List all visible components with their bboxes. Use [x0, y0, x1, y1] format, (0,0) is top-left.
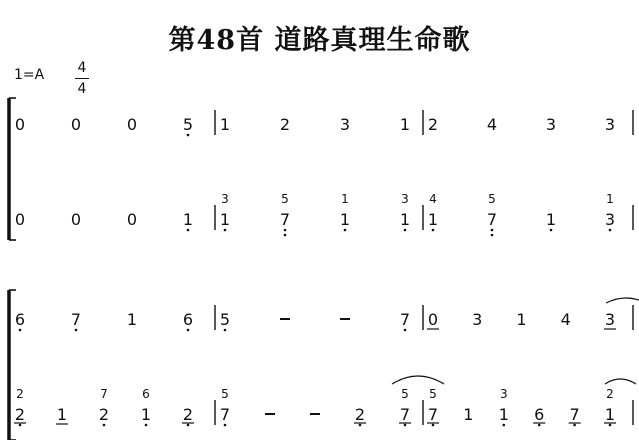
note: 1	[498, 405, 509, 424]
note: 7	[399, 310, 411, 329]
octave-dot-below	[503, 424, 506, 427]
note: 1	[545, 210, 557, 229]
chord-note: 5	[488, 192, 496, 206]
octave-dot-below	[359, 424, 362, 427]
octave-dot-below	[344, 229, 347, 232]
note: 0	[126, 115, 138, 134]
note: 1	[399, 115, 411, 134]
song-title: 第48首 道路真理生命歌	[168, 25, 471, 56]
note: 6	[14, 310, 26, 329]
note: 7	[399, 405, 411, 424]
note: 6	[534, 405, 545, 424]
octave-dot-below	[103, 424, 106, 427]
octave-dot-below	[404, 229, 407, 232]
note: 4	[486, 115, 498, 134]
note: 0	[427, 310, 439, 329]
note: 0	[126, 210, 138, 229]
octave-dot-below	[187, 424, 190, 427]
note: 1	[140, 405, 152, 424]
note: 0	[70, 115, 82, 134]
key-signature: 1=A	[14, 67, 45, 83]
octave-dot-below	[224, 424, 227, 427]
octave-dot-below	[19, 329, 22, 332]
chord-note: 6	[142, 387, 150, 401]
note: 1	[516, 310, 527, 329]
chord-note: 3	[221, 192, 229, 206]
note: 1	[339, 210, 351, 229]
note: 0	[70, 210, 82, 229]
octave-dot-below	[432, 424, 435, 427]
chord-note: 2	[16, 387, 24, 401]
note: 2	[14, 405, 26, 424]
octave-dot-below	[187, 229, 190, 232]
chord-note: 1	[341, 192, 349, 206]
octave-dot-below	[432, 229, 435, 232]
note: 2	[182, 405, 194, 424]
note: 2	[354, 405, 366, 424]
note: 1	[56, 405, 68, 424]
octave-dot-below	[224, 229, 227, 232]
note: 3	[339, 115, 351, 134]
note: 1	[182, 210, 194, 229]
note: 1	[219, 210, 231, 229]
note: 7	[70, 310, 82, 329]
note: 6	[182, 310, 194, 329]
chord-note: 2	[606, 387, 614, 401]
note: 3	[472, 310, 483, 329]
note: 7	[427, 405, 439, 424]
chord-note: 3	[499, 387, 508, 401]
note: 2	[427, 115, 439, 134]
octave-dot-below	[404, 424, 407, 427]
octave-dot-below	[284, 234, 287, 237]
note: 3	[604, 115, 616, 134]
octave-dot-below	[491, 234, 494, 237]
note: 0	[14, 115, 26, 134]
note: 2	[98, 405, 110, 424]
chord-note: 1	[606, 192, 614, 206]
note: 7	[279, 210, 291, 229]
chord-note: 5	[429, 387, 437, 401]
octave-dot-below	[609, 229, 612, 232]
note: 1	[399, 210, 411, 229]
note: 3	[545, 115, 557, 134]
octave-dot-below	[145, 424, 148, 427]
note: 0	[14, 210, 26, 229]
note: 7	[486, 210, 498, 229]
note: 7	[569, 405, 580, 424]
note: 4	[560, 310, 571, 329]
octave-dot-below	[224, 329, 227, 332]
octave-dot-below	[550, 229, 553, 232]
octave-dot-below	[75, 329, 78, 332]
octave-dot-below	[491, 229, 494, 232]
time-signature-numerator: 4	[77, 60, 87, 76]
note: 5	[182, 115, 194, 134]
note: 1	[604, 405, 616, 424]
chord-note: 5	[281, 192, 289, 206]
note: 1	[219, 115, 231, 134]
tie-arc	[606, 298, 639, 303]
octave-dot-below	[19, 424, 22, 427]
octave-dot-below	[609, 424, 612, 427]
chord-note: 7	[100, 387, 108, 401]
octave-dot-below	[404, 329, 407, 332]
note: 1	[126, 310, 138, 329]
note: 3	[604, 210, 616, 229]
octave-dot-below	[187, 329, 190, 332]
octave-dot-below	[187, 134, 190, 137]
time-signature-denominator: 4	[77, 81, 87, 97]
octave-dot-below	[573, 424, 576, 427]
note: 1	[463, 405, 474, 424]
chord-note: 3	[401, 192, 409, 206]
tie-arc	[392, 376, 444, 384]
note: 2	[279, 115, 291, 134]
chord-note: 5	[221, 387, 229, 401]
tie-arc	[605, 379, 636, 384]
note: 5	[219, 310, 231, 329]
octave-dot-below	[538, 424, 541, 427]
octave-dot-below	[284, 229, 287, 232]
chord-note: 5	[401, 387, 409, 401]
chord-note: 4	[429, 192, 437, 206]
note: 1	[427, 210, 439, 229]
note: 7	[219, 405, 231, 424]
note: 3	[604, 310, 616, 329]
